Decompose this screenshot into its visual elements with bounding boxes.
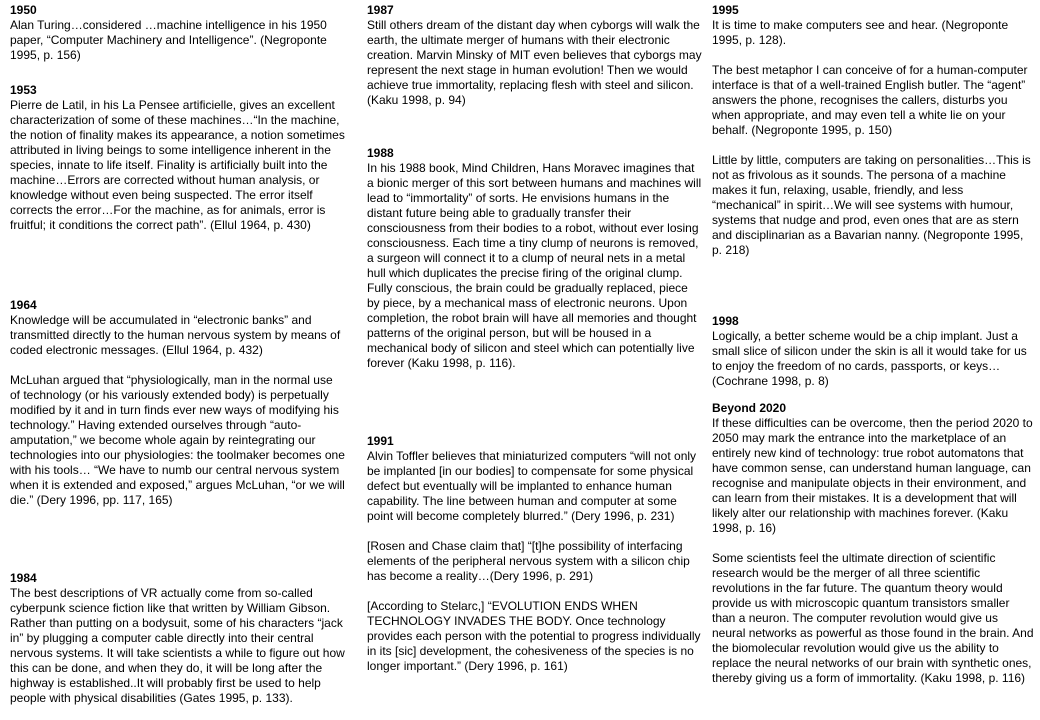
entry-text: [Rosen and Chase claim that] “[t]he possibility of interfacing elements of the peripheral nervous system with a silicon chip has become a reality…(Dery 1996, p. 291)	[367, 539, 690, 583]
entry-text: Logically, a better scheme would be a chip implant. Just a small slice of silicon under the skin is all it would take for us to enjoy the freedom of no cards, passports, or keys… (Cochrane 1998, p. 8)	[712, 329, 1027, 388]
entry-year: 1988	[367, 146, 394, 160]
entry-text: McLuhan argued that “physiologically, man in the normal use of technology (or his variously extended body) is perpetually modified by it and in turn finds ever new ways of modifying his technology.” Having extended ourselves through “auto-amputation,” we become whole again by reintegrating our technologies into our physiologies: the toolmaker becomes one with his tools… “We have to numb our central nervous system when it is extended and exposed,” argues McLuhan, “or we will die.” (Dery 1996, pp. 117, 165)	[10, 373, 345, 507]
entry-text: Little by little, computers are taking on personalities…This is not as frivolous as it sounds. The persona of a machine makes it fun, relaxing, usable, friendly, and less “mechanical” in spirit…We will see systems with humour, systems that nudge and prod, even ones that are as stern and disciplinarian as a Bavarian nanny. (Negroponte 1995, p. 218)	[712, 153, 1031, 257]
entry-text: [According to Stelarc,] “EVOLUTION ENDS WHEN TECHNOLOGY INVADES THE BODY. Once technology provides each person with the potential to progress individually in its [sic] development, the cohesiveness of the species is no longer important.” (Dery 1996, p. 161)	[367, 599, 701, 673]
entry-year: 1984	[10, 571, 37, 585]
entry-text: If these difficulties can be overcome, then the period 2020 to 2050 may mark the entrance into the marketplace of an entirely new kind of technology: true robot automatons that have common sense, can understand human language, can recognise and manipulate objects in their environment, and can learn from their mistakes. It is a development that will likely alter our relationship with machines forever. (Kaku 1998, p. 16)	[712, 416, 1033, 535]
entry-year: 1995	[712, 3, 739, 17]
entry-year: 1950	[10, 3, 37, 17]
entry-year: Beyond 2020	[712, 401, 787, 415]
entry-text: It is time to make computers see and hear. (Negroponte 1995, p. 128).	[712, 18, 1009, 47]
entry-text: Alvin Toffler believes that miniaturized computers “will not only be implanted [in our bodies] to compensate for some physical defect but eventually will be implanted to enhance human capability. The line between human and computer at some point will become completely blurred.” (Dery 1996, p. 231)	[367, 449, 697, 523]
entry-text: The best descriptions of VR actually come from so-called cyberpunk science fiction like that written by William Gibson. Rather than putting on a bodysuit, some of his characters “jack in” by plugging a computer cable directly into their central nervous systems. It will take scientists a while to figure out how this can be done, and when they do, it will be long after the highway is established..It will probably first be used to help people with physical disabilities (Gates 1995, p. 133).	[10, 586, 345, 705]
entry-1988	[367, 146, 702, 371]
entry-1987	[367, 3, 702, 108]
entry-beyond-2020	[712, 401, 1034, 686]
entry-1984	[10, 571, 345, 706]
entry-1953	[10, 83, 345, 233]
entry-text: Knowledge will be accumulated in “electronic banks” and transmitted directly to the human nervous system by means of coded electronic messages. (Ellul 1964, p. 432)	[10, 313, 341, 357]
entry-1991	[367, 434, 702, 674]
entry-1964	[10, 298, 345, 508]
entry-year: 1998	[712, 314, 739, 328]
entry-text: Alan Turing…considered …machine intelligence in his 1950 paper, “Computer Machinery and Intelligence”. (Negroponte 1995, p. 156)	[10, 18, 327, 62]
entry-1995	[712, 3, 1034, 258]
entry-year: 1953	[10, 83, 37, 97]
entry-text: Still others dream of the distant day when cyborgs will walk the earth, the ultimate merger of humans with their electronic creation. Marvin Minsky of MIT even believes that cyborgs may represent the next stage in human evolution! Then we would achieve true immortality, replacing flesh with steel and silicon. (Kaku 1998, p. 94)	[367, 18, 702, 107]
entry-text: The best metaphor I can conceive of for a human-computer interface is that of a well-trained English butler. The “agent” answers the phone, recognises the callers, disturbs you when appropriate, and may even tell a white lie on your behalf. (Negroponte 1995, p. 150)	[712, 63, 1028, 137]
entry-1950	[10, 3, 345, 63]
entry-year: 1987	[367, 3, 394, 17]
entry-text: Pierre de Latil, in his La Pensee artificielle, gives an excellent characterization of some of these machines…“In the machine, the notion of finality makes its appearance, a notion sometimes attributed in living beings to some intelligence inherent in the species, innate to life itself. Finality is artificially built into the machine…Errors are corrected without human analysis, or knowledge without even being suspected. The error itself corrects the error…For the machine, as for animals, error is fruitful; it conditions the correct path”. (Ellul 1964, p. 430)	[10, 98, 345, 232]
entry-text: Some scientists feel the ultimate direction of scientific research would be the merger of all three scientific revolutions in the far future. The quantum theory would provide us with microscopic quantum transistors smaller than a neuron. The computer revolution would give us neural networks as powerful as those found in the brain. And the biomolecular revolution would give us the ability to replace the neural networks of our brain with synthetic ones, thereby giving us a form of immortality. (Kaku 1998, p. 116)	[712, 551, 1034, 685]
entry-1998	[712, 314, 1034, 389]
entry-year: 1964	[10, 298, 37, 312]
entry-year: 1991	[367, 434, 394, 448]
entry-text: In his 1988 book, Mind Children, Hans Moravec imagines that a bionic merger of this sort between humans and machines will lead to “immortality” of sorts. He envisions humans in the distant future being able to gradually transfer their consciousness from their bodies to a robot, without ever losing consciousness. Each time a tiny clump of neurons is removed, a surgeon will connect it to a clump of neural nets in a metal hull which duplicates the precise firing of the original clump. Fully conscious, the brain could be gradually replaced, piece by piece, by a mechanical mass of electronic neurons. Upon completion, the robot brain will have all memories and thought patterns of the original person, but will be housed in a mechanical body of silicon and steel which can potentially live forever (Kaku 1998, p. 116).	[367, 161, 702, 370]
